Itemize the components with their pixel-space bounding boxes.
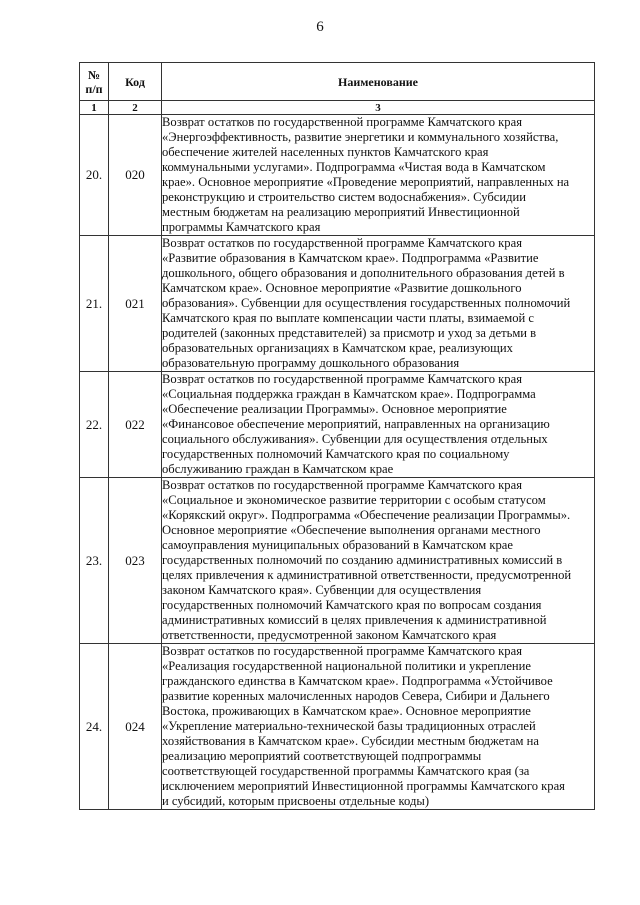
row-number: 20. <box>80 115 109 236</box>
row-number: 21. <box>80 236 109 372</box>
budget-codes-table <box>79 62 595 810</box>
row-name-cell <box>162 372 595 478</box>
index-cell: 1 <box>80 101 109 115</box>
row-code: 024 <box>109 644 162 810</box>
row-code: 021 <box>109 236 162 372</box>
row-number: 22. <box>80 372 109 478</box>
table-row <box>80 644 595 810</box>
header-name: Наименование <box>162 63 595 101</box>
table-row <box>80 115 595 236</box>
row-name: Возврат остатков по государственной программе Камчатского края «Развитие образования в Камчатском крае». Подпрограмма «Развитие дошкольного, общего образования и дополнительного образования детей в Камчатском крае». Основное мероприятие «Развитие дошкольного образования». Субвенции для осуществления государственных полномочий Камчатского края по выплате компенсации части платы, взимаемой с родителей (законных представителей) за присмотр и уход за детьми в образовательных организациях в Камчатском крае, реализующих образовательную программу дошкольного образования <box>162 236 571 370</box>
row-code: 023 <box>109 478 162 644</box>
table-row <box>80 236 595 372</box>
column-index-row <box>80 101 595 115</box>
row-name: Возврат остатков по государственной программе Камчатского края «Реализация государственной национальной политики и укрепление гражданского единства в Камчатском крае». Подпрограмма «Устойчивое развитие коренных малочисленных народов Севера, Сибири и Дальнего Востока, проживающих в Камчатском крае». Основное мероприятие «Укрепление материально-технической базы традиционных отраслей хозяйствования в Камчатском крае». Субсидии местным бюджетам на реализацию мероприятий соответствующей подпрограммы соответствующей государственной программы Камчатского края (за исключением мероприятий Инвестиционной программы Камчатского края и субсидий, которым присвоены отдельные коды) <box>162 644 565 808</box>
row-name-cell <box>162 115 595 236</box>
row-name-cell <box>162 644 595 810</box>
table-row <box>80 372 595 478</box>
index-cell: 3 <box>162 101 595 115</box>
table-row <box>80 478 595 644</box>
row-name: Возврат остатков по государственной программе Камчатского края «Энергоэффективность, развитие энергетики и коммунального хозяйства, обеспечение жителей населенных пунктов Камчатского края коммунальными услугами». Подпрограмма «Чистая вода в Камчатском крае». Основное мероприятие «Проведение мероприятий, направленных на реконструкцию и строительство систем водоснабжения». Субсидии местным бюджетам на реализацию мероприятий Инвестиционной программы Камчатского края <box>162 115 570 234</box>
row-number: 24. <box>80 644 109 810</box>
row-name-cell <box>162 236 595 372</box>
page-number: 6 <box>316 19 324 35</box>
row-name-cell <box>162 478 595 644</box>
row-code: 020 <box>109 115 162 236</box>
row-code: 022 <box>109 372 162 478</box>
row-number: 23. <box>80 478 109 644</box>
row-name: Возврат остатков по государственной программе Камчатского края «Социальная поддержка граждан в Камчатском крае». Подпрограмма «Обеспечение реализации Программы». Основное мероприятие «Финансовое обеспечение мероприятий, направленных на организацию социального обслуживания». Субвенции для осуществления отдельных государственных полномочий Камчатского края по социальному обслуживанию граждан в Камчатском крае <box>162 372 550 476</box>
row-name: Возврат остатков по государственной программе Камчатского края «Социальное и экономическое развитие территории с особым статусом «Корякский округ». Подпрограмма «Обеспечение реализации Программы». Основное мероприятие «Обеспечение выполнения органами местного самоуправления муниципальных образований в Камчатском крае государственных полномочий по созданию административных комиссий в целях привлечения к административной ответственности, предусмотренной законом Камчатского края». Субвенции для осуществления государственных полномочий Камчатского края по вопросам создания административных комиссий в целях привлечения к административной ответственности, предусмотренной законом Камчатского края <box>162 478 572 642</box>
header-number: № п/п <box>80 63 109 101</box>
table-header-row <box>80 63 595 101</box>
header-code: Код <box>109 63 162 101</box>
index-cell: 2 <box>109 101 162 115</box>
